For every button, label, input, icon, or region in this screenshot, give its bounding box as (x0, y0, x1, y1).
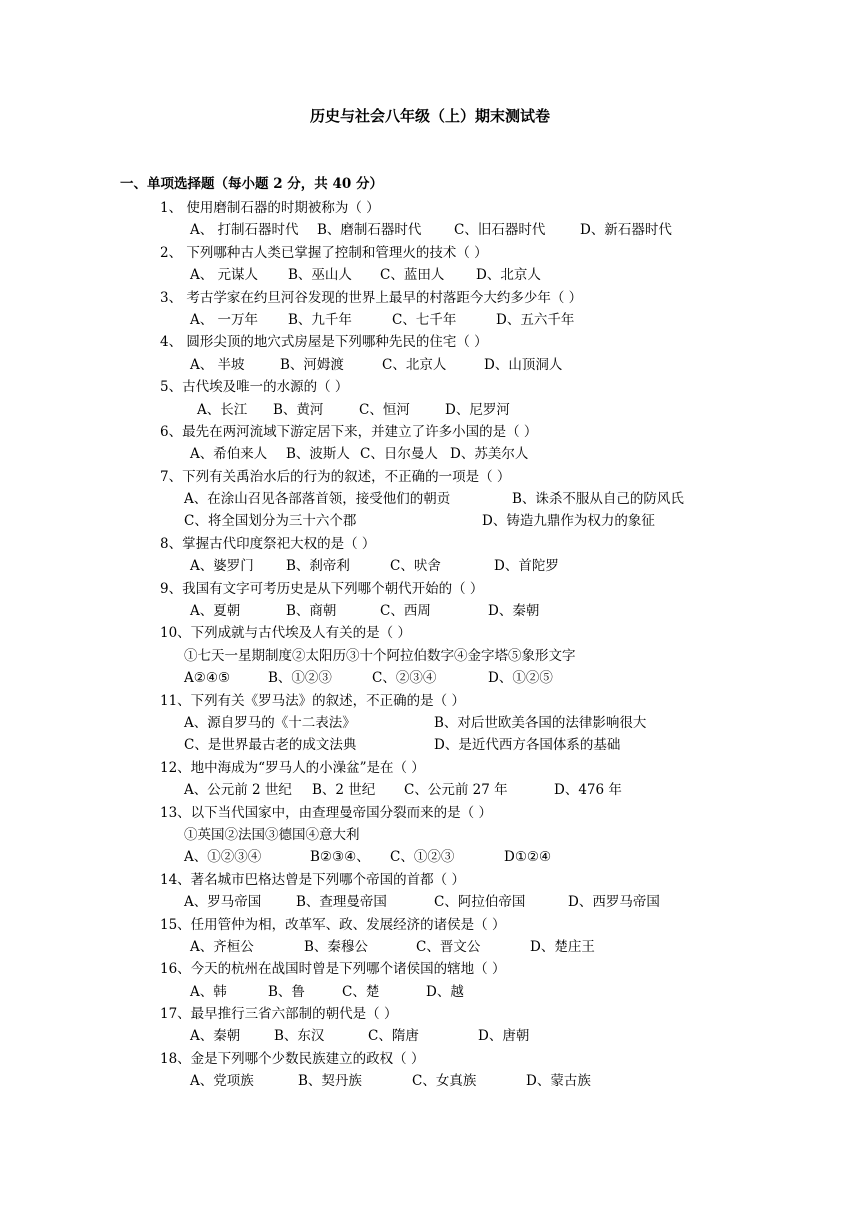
options-row (160, 779, 850, 801)
option: C、女真族 (412, 1073, 477, 1090)
option: A、夏朝 (190, 603, 241, 620)
options-row (160, 1025, 850, 1047)
option: A、源自罗马的《十二表法》 (184, 714, 356, 731)
option: B、波斯人 (286, 446, 350, 463)
options-row (160, 488, 850, 510)
question-stem: 5、古代埃及唯一的水源的（ ） (160, 379, 349, 396)
option: D、越 (426, 983, 464, 1000)
option: D、蒙古族 (526, 1073, 591, 1090)
option: D、西罗马帝国 (568, 894, 660, 911)
option: C、恒河 (359, 401, 410, 418)
options-row (160, 443, 850, 465)
options-row (160, 981, 850, 1003)
option: C、楚 (342, 983, 380, 1000)
option: B、①②③ (268, 670, 332, 687)
option: C、阿拉伯帝国 (434, 894, 526, 911)
option: A、在涂山召见各部落首领，接受他们的朝贡 (184, 491, 451, 508)
options-row (160, 219, 850, 241)
option: A、 元谋人 (190, 267, 259, 284)
options-row (160, 936, 850, 958)
section-heading: 一、单项选择题（每小题 2 分，共 40 分） (120, 176, 383, 192)
option: C、是世界最古老的成文法典 (184, 737, 357, 754)
options-row (160, 846, 850, 868)
option: A、 一万年 (190, 311, 259, 328)
option: C、七千年 (392, 311, 457, 328)
option: A、 半坡 (190, 356, 245, 373)
option: C、隋唐 (368, 1028, 419, 1045)
option: D①②④ (504, 849, 552, 866)
option: D、是近代西方各国体系的基础 (434, 737, 621, 754)
option: C、②③④ (372, 670, 437, 687)
options-row (160, 555, 850, 577)
option: B、巫山人 (288, 267, 352, 284)
question-stem: 2、 下列哪种古人类已掌握了控制和管理火的技术（ ） (160, 244, 488, 261)
option: C、公元前 27 年 (404, 782, 508, 799)
question-stem: 12、地中海成为“罗马人的小澡盆”是在（ ） (160, 759, 425, 776)
option: A、婆罗门 (190, 558, 254, 575)
option: B、契丹族 (298, 1073, 362, 1090)
option: A、 打制石器时代 (190, 222, 299, 239)
options-row (160, 712, 850, 734)
option: A、齐桓公 (190, 938, 254, 955)
option: C、旧石器时代 (454, 222, 546, 239)
option: D、北京人 (476, 267, 541, 284)
option: A、罗马帝国 (184, 894, 262, 911)
options-row (160, 734, 850, 756)
option: C、西周 (380, 603, 431, 620)
option: B、2 世纪 (312, 782, 376, 799)
option: B、刹帝利 (286, 558, 350, 575)
question-stem: 17、最早推行三省六部制的朝代是（ ） (160, 1006, 398, 1023)
option: D、山顶洞人 (484, 356, 563, 373)
option: B②③④、 (310, 849, 370, 866)
question-stem: 11、下列有关《罗马法》的叙述，不正确的是（ ） (160, 692, 465, 709)
options-row (160, 600, 850, 622)
option: D、尼罗河 (445, 401, 510, 418)
option: A、公元前 2 世纪 (184, 782, 292, 799)
option: D、楚庄王 (530, 938, 595, 955)
question-stem: 18、金是下列哪个少数民族建立的政权（ ） (160, 1050, 425, 1067)
question-stem: 15、任用管仲为相，改革军、政、发展经济的诸侯是（ ） (160, 916, 506, 933)
question-stem: 8、掌握古代印度祭祀大权的是（ ） (160, 535, 376, 552)
options-row (160, 667, 850, 689)
option: D、新石器时代 (580, 222, 672, 239)
options-row (160, 309, 850, 331)
question-stem: 3、 考古学家在约旦河谷发现的世界上最早的村落距今大约多少年（ ） (160, 289, 583, 306)
option: D、首陀罗 (494, 558, 559, 575)
option: A、希伯来人 (190, 446, 268, 463)
option: A、党项族 (190, 1073, 254, 1090)
option: B、九千年 (288, 311, 352, 328)
page-title: 历史与社会八年级（上）期末测试卷 (309, 107, 550, 125)
option: B、对后世欧美各国的法律影响很大 (434, 714, 647, 731)
question-statements: ①英国②法国③德国④意大利 (184, 826, 360, 843)
options-row (160, 891, 850, 913)
question-stem: 7、下列有关禹治水后的行为的叙述，不正确的一项是（ ） (160, 468, 511, 485)
option: B、秦穆公 (304, 938, 368, 955)
options-row (160, 264, 850, 286)
option: B、商朝 (286, 603, 337, 620)
question-stem: 10、下列成就与古代埃及人有关的是（ ） (160, 625, 411, 642)
question-stem: 14、著名城市巴格达曾是下列哪个帝国的首都（ ） (160, 871, 465, 888)
option: B、东汉 (274, 1028, 325, 1045)
option: B、磨制石器时代 (317, 222, 422, 239)
options-row (160, 510, 850, 532)
question-stem: 4、 圆形尖顶的地穴式房屋是下列哪种先民的住宅（ ） (160, 334, 488, 351)
option: A、①②③④ (184, 849, 262, 866)
option: C、蓝田人 (380, 267, 445, 284)
options-row (160, 354, 850, 376)
option: B、查理曼帝国 (296, 894, 387, 911)
option: D、476 年 (554, 782, 622, 799)
option: B、黄河 (273, 401, 324, 418)
option: C、①②③ (390, 849, 455, 866)
option: D、唐朝 (478, 1028, 530, 1045)
option: D、铸造九鼎作为权力的象征 (482, 513, 655, 530)
option: B、诛杀不服从自己的防风氏 (512, 491, 684, 508)
option: A、韩 (190, 983, 227, 1000)
option: A、长江 (197, 401, 248, 418)
question-stem: 16、今天的杭州在战国时曾是下列哪个诸侯国的辖地（ ） (160, 961, 506, 978)
option: C、吠舍 (390, 558, 441, 575)
question-stem: 13、以下当代国家中，由查理曼帝国分裂而来的是（ ） (160, 804, 492, 821)
option: A、秦朝 (190, 1028, 241, 1045)
options-row (160, 399, 850, 421)
option: A②④⑤ (184, 670, 231, 687)
question-stem: 6、最先在两河流域下游定居下来，并建立了许多小国的是（ ） (160, 423, 538, 440)
options-row (160, 1070, 850, 1092)
question-statements: ①七天一星期制度②太阳历③十个阿拉伯数字④金字塔⑤象形文字 (184, 647, 576, 664)
option: C、晋文公 (416, 938, 481, 955)
option: D、秦朝 (488, 603, 540, 620)
option: B、鲁 (268, 983, 305, 1000)
option: D、五六千年 (496, 311, 575, 328)
option: D、①②⑤ (488, 670, 553, 687)
option: B、河姆渡 (280, 356, 344, 373)
question-stem: 1、 使用磨制石器的时期被称为（ ） (160, 200, 380, 216)
option: C、北京人 (382, 356, 447, 373)
option: C、日尔曼人 (360, 446, 438, 463)
question-stem: 9、我国有文字可考历史是从下列哪个朝代开始的（ ） (160, 580, 484, 597)
question-list (160, 197, 850, 1093)
option: C、将全国划分为三十六个郡 (184, 513, 357, 530)
option: D、苏美尔人 (450, 446, 529, 463)
